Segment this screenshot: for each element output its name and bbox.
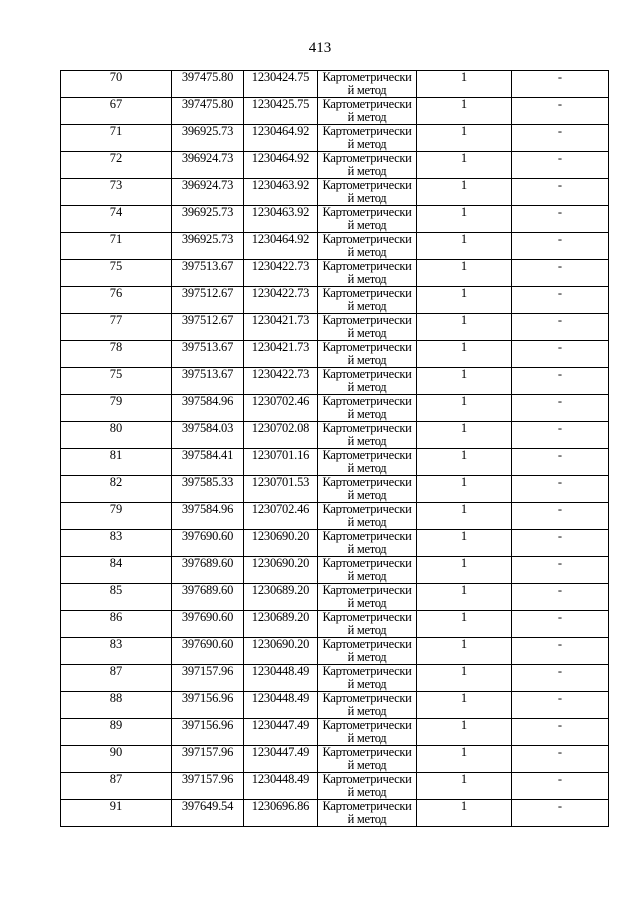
note-cell: - — [512, 260, 609, 287]
point-number-cell: 85 — [61, 584, 172, 611]
table-row — [61, 476, 609, 503]
method-text-line: й метод — [347, 83, 387, 97]
method-cell — [318, 530, 417, 557]
y-coordinate-cell: 1230690.20 — [244, 557, 318, 584]
method-text-line: Картометрически — [322, 367, 412, 381]
method-text-line: й метод — [347, 218, 387, 232]
y-coordinate-cell: 1230425.75 — [244, 98, 318, 125]
method-text-line: й метод — [347, 164, 387, 178]
point-number-cell: 77 — [61, 314, 172, 341]
y-coordinate-cell: 1230463.92 — [244, 179, 318, 206]
accuracy-cell: 1 — [417, 368, 512, 395]
method-text-line: Картометрически — [322, 583, 412, 597]
method-text-line: й метод — [347, 650, 387, 664]
x-coordinate-cell: 397475.80 — [172, 98, 244, 125]
x-coordinate-cell: 397690.60 — [172, 611, 244, 638]
method-cell — [318, 179, 417, 206]
method-text-line: й метод — [347, 596, 387, 610]
method-text-line: й метод — [347, 569, 387, 583]
point-number-cell: 75 — [61, 368, 172, 395]
accuracy-cell: 1 — [417, 233, 512, 260]
method-cell — [318, 584, 417, 611]
x-coordinate-cell: 396925.73 — [172, 125, 244, 152]
x-coordinate-cell: 396924.73 — [172, 179, 244, 206]
method-cell — [318, 260, 417, 287]
accuracy-cell: 1 — [417, 638, 512, 665]
y-coordinate-cell: 1230448.49 — [244, 773, 318, 800]
accuracy-cell: 1 — [417, 152, 512, 179]
x-coordinate-cell: 397690.60 — [172, 530, 244, 557]
note-cell: - — [512, 557, 609, 584]
point-number-cell: 83 — [61, 530, 172, 557]
point-number-cell: 79 — [61, 503, 172, 530]
method-text-line: й метод — [347, 272, 387, 286]
y-coordinate-cell: 1230701.53 — [244, 476, 318, 503]
accuracy-cell: 1 — [417, 179, 512, 206]
x-coordinate-cell: 397513.67 — [172, 368, 244, 395]
table-row — [61, 125, 609, 152]
table-row — [61, 260, 609, 287]
method-text-line: Картометрически — [322, 70, 412, 84]
y-coordinate-cell: 1230696.86 — [244, 800, 318, 827]
x-coordinate-cell: 397584.96 — [172, 395, 244, 422]
method-text-line: й метод — [347, 353, 387, 367]
y-coordinate-cell: 1230464.92 — [244, 152, 318, 179]
method-text-line: й метод — [347, 623, 387, 637]
method-text-line: й метод — [347, 245, 387, 259]
method-text-line: Картометрически — [322, 799, 412, 813]
method-text-line: Картометрически — [322, 637, 412, 651]
accuracy-cell: 1 — [417, 422, 512, 449]
note-cell: - — [512, 287, 609, 314]
point-number-cell: 67 — [61, 98, 172, 125]
table-row — [61, 773, 609, 800]
x-coordinate-cell: 397584.96 — [172, 503, 244, 530]
x-coordinate-cell: 397156.96 — [172, 719, 244, 746]
y-coordinate-cell: 1230422.73 — [244, 287, 318, 314]
point-number-cell: 90 — [61, 746, 172, 773]
point-number-cell: 82 — [61, 476, 172, 503]
y-coordinate-cell: 1230701.16 — [244, 449, 318, 476]
coordinates-table-body — [61, 71, 609, 827]
note-cell: - — [512, 341, 609, 368]
note-cell: - — [512, 152, 609, 179]
note-cell: - — [512, 395, 609, 422]
y-coordinate-cell: 1230447.49 — [244, 746, 318, 773]
y-coordinate-cell: 1230421.73 — [244, 341, 318, 368]
accuracy-cell: 1 — [417, 125, 512, 152]
method-text-line: Картометрически — [322, 610, 412, 624]
method-text-line: й метод — [347, 677, 387, 691]
method-text-line: Картометрически — [322, 313, 412, 327]
y-coordinate-cell: 1230464.92 — [244, 233, 318, 260]
table-row — [61, 206, 609, 233]
x-coordinate-cell: 397157.96 — [172, 773, 244, 800]
method-cell — [318, 503, 417, 530]
accuracy-cell: 1 — [417, 71, 512, 98]
method-cell — [318, 773, 417, 800]
x-coordinate-cell: 397156.96 — [172, 692, 244, 719]
accuracy-cell: 1 — [417, 314, 512, 341]
note-cell: - — [512, 503, 609, 530]
point-number-cell: 72 — [61, 152, 172, 179]
point-number-cell: 70 — [61, 71, 172, 98]
point-number-cell: 87 — [61, 665, 172, 692]
x-coordinate-cell: 397584.41 — [172, 449, 244, 476]
table-row — [61, 503, 609, 530]
method-text-line: й метод — [347, 488, 387, 502]
note-cell: - — [512, 125, 609, 152]
method-text-line: й метод — [347, 137, 387, 151]
x-coordinate-cell: 397157.96 — [172, 665, 244, 692]
x-coordinate-cell: 397157.96 — [172, 746, 244, 773]
method-cell — [318, 368, 417, 395]
method-cell — [318, 233, 417, 260]
method-text-line: й метод — [347, 380, 387, 394]
y-coordinate-cell: 1230422.73 — [244, 260, 318, 287]
table-row — [61, 152, 609, 179]
table-row — [61, 665, 609, 692]
note-cell: - — [512, 665, 609, 692]
method-cell — [318, 719, 417, 746]
accuracy-cell: 1 — [417, 287, 512, 314]
table-row — [61, 638, 609, 665]
method-text-line: Картометрически — [322, 745, 412, 759]
method-text-line: Картометрически — [322, 475, 412, 489]
table-row — [61, 179, 609, 206]
method-text-line: Картометрически — [322, 259, 412, 273]
y-coordinate-cell: 1230464.92 — [244, 125, 318, 152]
method-cell — [318, 395, 417, 422]
accuracy-cell: 1 — [417, 611, 512, 638]
x-coordinate-cell: 397513.67 — [172, 260, 244, 287]
note-cell: - — [512, 314, 609, 341]
x-coordinate-cell: 397475.80 — [172, 71, 244, 98]
method-text-line: й метод — [347, 434, 387, 448]
method-text-line: Картометрически — [322, 448, 412, 462]
method-text-line: Картометрически — [322, 151, 412, 165]
y-coordinate-cell: 1230448.49 — [244, 692, 318, 719]
method-text-line: й метод — [347, 515, 387, 529]
note-cell: - — [512, 98, 609, 125]
accuracy-cell: 1 — [417, 449, 512, 476]
table-row — [61, 800, 609, 827]
table-row — [61, 71, 609, 98]
y-coordinate-cell: 1230421.73 — [244, 314, 318, 341]
note-cell: - — [512, 368, 609, 395]
method-text-line: й метод — [347, 191, 387, 205]
method-text-line: Картометрически — [322, 286, 412, 300]
accuracy-cell: 1 — [417, 746, 512, 773]
method-text-line: й метод — [347, 758, 387, 772]
point-number-cell: 83 — [61, 638, 172, 665]
table-row — [61, 746, 609, 773]
note-cell: - — [512, 800, 609, 827]
table-row — [61, 584, 609, 611]
point-number-cell: 80 — [61, 422, 172, 449]
accuracy-cell: 1 — [417, 773, 512, 800]
point-number-cell: 74 — [61, 206, 172, 233]
y-coordinate-cell: 1230702.46 — [244, 395, 318, 422]
y-coordinate-cell: 1230689.20 — [244, 611, 318, 638]
point-number-cell: 75 — [61, 260, 172, 287]
note-cell: - — [512, 719, 609, 746]
table-row — [61, 611, 609, 638]
method-cell — [318, 98, 417, 125]
method-cell — [318, 287, 417, 314]
method-text-line: Картометрически — [322, 340, 412, 354]
x-coordinate-cell: 397585.33 — [172, 476, 244, 503]
accuracy-cell: 1 — [417, 476, 512, 503]
method-text-line: Картометрически — [322, 718, 412, 732]
point-number-cell: 87 — [61, 773, 172, 800]
x-coordinate-cell: 397690.60 — [172, 638, 244, 665]
y-coordinate-cell: 1230689.20 — [244, 584, 318, 611]
table-row — [61, 530, 609, 557]
method-cell — [318, 152, 417, 179]
method-text-line: й метод — [347, 812, 387, 826]
method-cell — [318, 476, 417, 503]
method-cell — [318, 800, 417, 827]
accuracy-cell: 1 — [417, 206, 512, 233]
note-cell: - — [512, 584, 609, 611]
note-cell: - — [512, 692, 609, 719]
method-cell — [318, 746, 417, 773]
note-cell: - — [512, 530, 609, 557]
accuracy-cell: 1 — [417, 395, 512, 422]
y-coordinate-cell: 1230447.49 — [244, 719, 318, 746]
method-text-line: й метод — [347, 407, 387, 421]
y-coordinate-cell: 1230424.75 — [244, 71, 318, 98]
accuracy-cell: 1 — [417, 503, 512, 530]
method-text-line: й метод — [347, 110, 387, 124]
point-number-cell: 84 — [61, 557, 172, 584]
note-cell: - — [512, 179, 609, 206]
point-number-cell: 71 — [61, 125, 172, 152]
method-cell — [318, 557, 417, 584]
point-number-cell: 86 — [61, 611, 172, 638]
note-cell: - — [512, 422, 609, 449]
table-row — [61, 692, 609, 719]
method-text-line: Картометрически — [322, 772, 412, 786]
note-cell: - — [512, 638, 609, 665]
method-text-line: й метод — [347, 731, 387, 745]
y-coordinate-cell: 1230702.08 — [244, 422, 318, 449]
method-text-line: й метод — [347, 326, 387, 340]
x-coordinate-cell: 397512.67 — [172, 314, 244, 341]
y-coordinate-cell: 1230422.73 — [244, 368, 318, 395]
point-number-cell: 89 — [61, 719, 172, 746]
point-number-cell: 88 — [61, 692, 172, 719]
table-row — [61, 287, 609, 314]
table-row — [61, 314, 609, 341]
table-row — [61, 449, 609, 476]
y-coordinate-cell: 1230690.20 — [244, 530, 318, 557]
x-coordinate-cell: 397649.54 — [172, 800, 244, 827]
x-coordinate-cell: 397584.03 — [172, 422, 244, 449]
accuracy-cell: 1 — [417, 557, 512, 584]
method-cell — [318, 638, 417, 665]
point-number-cell: 71 — [61, 233, 172, 260]
accuracy-cell: 1 — [417, 341, 512, 368]
method-text-line: й метод — [347, 785, 387, 799]
point-number-cell: 91 — [61, 800, 172, 827]
note-cell: - — [512, 746, 609, 773]
table-row — [61, 368, 609, 395]
table-row — [61, 557, 609, 584]
accuracy-cell: 1 — [417, 800, 512, 827]
page-number: 413 — [308, 40, 332, 56]
y-coordinate-cell: 1230702.46 — [244, 503, 318, 530]
x-coordinate-cell: 397513.67 — [172, 341, 244, 368]
y-coordinate-cell: 1230463.92 — [244, 206, 318, 233]
coordinates-table — [60, 70, 609, 827]
note-cell: - — [512, 773, 609, 800]
note-cell: - — [512, 233, 609, 260]
x-coordinate-cell: 397689.60 — [172, 584, 244, 611]
method-text-line: Картометрически — [322, 691, 412, 705]
method-text-line: Картометрически — [322, 664, 412, 678]
method-text-line: й метод — [347, 542, 387, 556]
method-text-line: Картометрически — [322, 556, 412, 570]
method-cell — [318, 665, 417, 692]
note-cell: - — [512, 71, 609, 98]
method-text-line: Картометрически — [322, 529, 412, 543]
x-coordinate-cell: 396925.73 — [172, 233, 244, 260]
point-number-cell: 79 — [61, 395, 172, 422]
method-text-line: й метод — [347, 461, 387, 475]
y-coordinate-cell: 1230690.20 — [244, 638, 318, 665]
method-text-line: Картометрически — [322, 205, 412, 219]
note-cell: - — [512, 449, 609, 476]
method-cell — [318, 125, 417, 152]
note-cell: - — [512, 476, 609, 503]
table-row — [61, 98, 609, 125]
y-coordinate-cell: 1230448.49 — [244, 665, 318, 692]
note-cell: - — [512, 611, 609, 638]
accuracy-cell: 1 — [417, 530, 512, 557]
accuracy-cell: 1 — [417, 665, 512, 692]
method-cell — [318, 449, 417, 476]
x-coordinate-cell: 396925.73 — [172, 206, 244, 233]
point-number-cell: 76 — [61, 287, 172, 314]
method-text-line: Картометрически — [322, 97, 412, 111]
method-cell — [318, 314, 417, 341]
table-row — [61, 395, 609, 422]
method-text-line: й метод — [347, 299, 387, 313]
method-text-line: Картометрически — [322, 124, 412, 138]
x-coordinate-cell: 397512.67 — [172, 287, 244, 314]
table-row — [61, 233, 609, 260]
accuracy-cell: 1 — [417, 584, 512, 611]
method-cell — [318, 71, 417, 98]
table-row — [61, 422, 609, 449]
method-text-line: й метод — [347, 704, 387, 718]
method-text-line: Картометрически — [322, 232, 412, 246]
accuracy-cell: 1 — [417, 719, 512, 746]
method-cell — [318, 341, 417, 368]
method-cell — [318, 611, 417, 638]
table-row — [61, 341, 609, 368]
method-cell — [318, 692, 417, 719]
accuracy-cell: 1 — [417, 260, 512, 287]
point-number-cell: 81 — [61, 449, 172, 476]
note-cell: - — [512, 206, 609, 233]
point-number-cell: 78 — [61, 341, 172, 368]
method-text-line: Картометрически — [322, 502, 412, 516]
x-coordinate-cell: 397689.60 — [172, 557, 244, 584]
x-coordinate-cell: 396924.73 — [172, 152, 244, 179]
method-text-line: Картометрически — [322, 421, 412, 435]
table-row — [61, 719, 609, 746]
point-number-cell: 73 — [61, 179, 172, 206]
accuracy-cell: 1 — [417, 692, 512, 719]
method-text-line: Картометрически — [322, 178, 412, 192]
accuracy-cell: 1 — [417, 98, 512, 125]
method-text-line: Картометрически — [322, 394, 412, 408]
method-cell — [318, 422, 417, 449]
method-cell — [318, 206, 417, 233]
